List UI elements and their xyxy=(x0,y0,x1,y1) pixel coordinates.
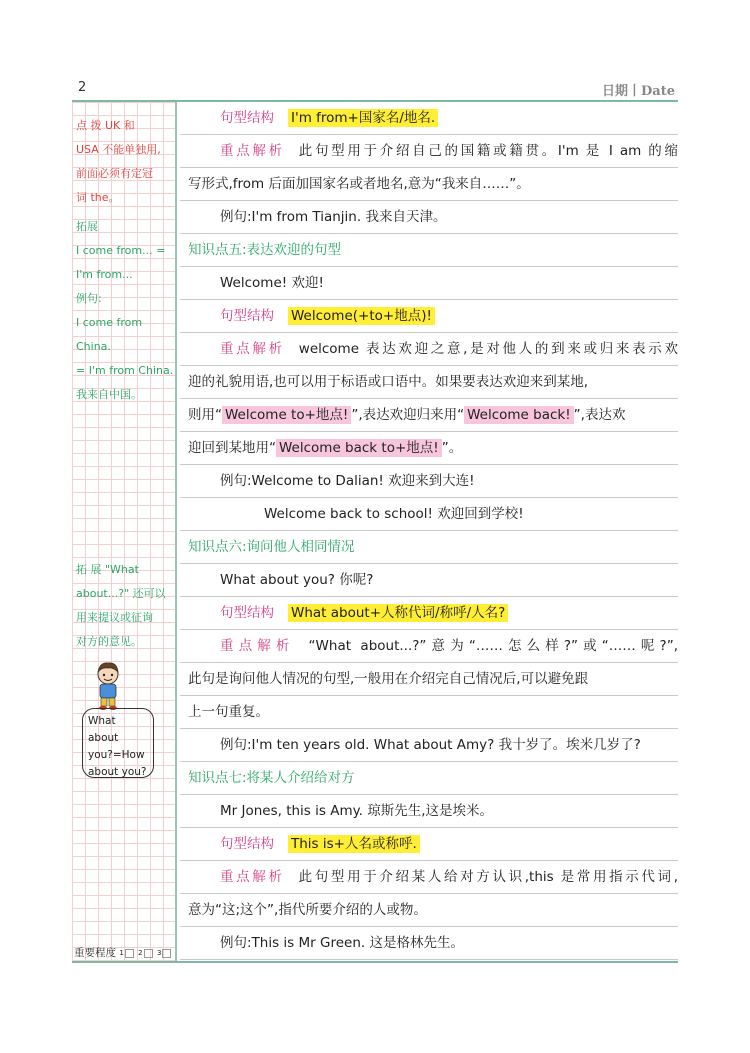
tag-structure: 句型结构 xyxy=(220,110,274,126)
example-text: 例句:I'm ten years old. What about Amy? 我十岁了。埃米几岁了? xyxy=(220,737,641,753)
tag-structure: 句型结构 xyxy=(220,308,274,324)
body-row xyxy=(180,564,678,597)
body-text: ”。 xyxy=(441,440,463,456)
note-uk-usa xyxy=(76,114,176,210)
example-row xyxy=(180,201,678,234)
importance-label: 重要程度 xyxy=(74,947,116,959)
tag-analysis: 重点解析 xyxy=(220,143,285,159)
note-expand-from xyxy=(76,215,176,407)
example-text: 例句:Welcome to Dalian! 欢迎来到大连! xyxy=(220,473,475,489)
importance-number: 3 xyxy=(156,949,162,957)
tag-analysis: 重点解析 xyxy=(220,341,285,357)
body-text: 写形式,from 后面加国家名或者地名,意为“我来自……”。 xyxy=(188,176,530,192)
importance-box[interactable] xyxy=(125,949,134,958)
note-line: 前面必须有定冠 xyxy=(76,167,153,180)
analysis-row xyxy=(180,333,678,366)
note-line: I come from China. xyxy=(76,316,143,353)
note-line: about...?" 还可以 xyxy=(76,587,166,600)
note-line: 词 the。 xyxy=(76,191,120,204)
tag-structure: 句型结构 xyxy=(220,836,274,852)
example-row xyxy=(180,927,678,960)
body-text: 此句是询问他人情况的句型,一般用在介绍完自己情况后,可以避免跟 xyxy=(188,671,589,687)
analysis-row xyxy=(180,861,678,894)
note-line: 点 拨 UK 和 xyxy=(76,119,135,132)
example-row xyxy=(180,729,678,762)
highlight-pattern: Welcome(+to+地点)! xyxy=(288,307,435,325)
example-text: Welcome back to school! 欢迎回到学校! xyxy=(264,506,524,522)
note-line: 例句: xyxy=(76,292,102,305)
note-line: USA 不能单独用, xyxy=(76,143,161,156)
structure-row xyxy=(180,828,678,861)
body-row xyxy=(180,894,678,927)
tag-analysis: 重点解析 xyxy=(220,638,295,654)
structure-row xyxy=(180,300,678,333)
body-text: 此句型用于介绍自己的国籍或籍贯。I'm 是 I am 的缩 xyxy=(298,143,678,159)
tag-structure: 句型结构 xyxy=(220,605,274,621)
body-text: welcome 表达欢迎之意,是对他人的到来或归来表示欢 xyxy=(298,341,678,357)
analysis-row xyxy=(180,630,678,663)
body-text: 迎回到某地用“ xyxy=(188,440,276,456)
page-number: 2 xyxy=(78,80,87,95)
note-title: 拓展 xyxy=(76,220,98,233)
bottom-rule xyxy=(72,961,678,963)
importance-box[interactable] xyxy=(144,949,153,958)
body-text: Welcome! 欢迎! xyxy=(220,275,324,291)
bubble-line: What about xyxy=(88,715,119,744)
date-label: 日期丨Date xyxy=(602,84,675,99)
note-what-about xyxy=(76,558,176,654)
note-line: 用来提议或征询 xyxy=(76,611,153,624)
body-row xyxy=(180,795,678,828)
body-text: 此句型用于介绍某人给对方认识,this 是常用指示代词, xyxy=(298,869,679,885)
body-text: ”,表达欢迎归来用“ xyxy=(351,407,465,423)
main-content xyxy=(180,102,678,960)
section-heading: 知识点七:将某人介绍给对方 xyxy=(180,762,678,795)
example-text: 例句:This is Mr Green. 这是格林先生。 xyxy=(220,935,464,951)
section-heading: 知识点六:询问他人相同情况 xyxy=(180,531,678,564)
bubble-line: you?=How xyxy=(88,749,145,761)
body-text: 则用“ xyxy=(188,407,222,423)
body-row xyxy=(180,432,678,465)
note-line: = I'm from China. xyxy=(76,364,174,377)
body-text: 意为“这;这个”,指代所要介绍的人或物。 xyxy=(188,902,427,918)
structure-row xyxy=(180,102,678,135)
body-row xyxy=(180,366,678,399)
highlight-pattern: This is+人名或称呼. xyxy=(288,835,420,853)
body-row xyxy=(180,696,678,729)
section-heading: 知识点五:表达欢迎的句型 xyxy=(180,234,678,267)
body-text: “What about...?”意为“……怎么样?”或“……呢?”, xyxy=(308,638,679,654)
highlight-pattern: What about+人称代词/称呼/人名? xyxy=(288,604,508,622)
body-row xyxy=(180,168,678,201)
body-row xyxy=(180,267,678,300)
analysis-row xyxy=(180,135,678,168)
note-line: I come from... = xyxy=(76,244,166,257)
importance-number: 2 xyxy=(138,949,143,957)
importance-rating xyxy=(74,945,172,960)
highlight-pattern: I'm from+国家名/地名. xyxy=(288,109,438,127)
example-text: 例句:I'm from Tianjin. 我来自天津。 xyxy=(220,209,447,225)
example-row xyxy=(180,465,678,498)
structure-row xyxy=(180,597,678,630)
highlight-phrase: Welcome back to+地点! xyxy=(276,439,442,457)
bubble-line: about you? xyxy=(88,766,147,778)
body-text: ”,表达欢 xyxy=(573,407,626,423)
body-text: What about you? 你呢? xyxy=(220,572,374,588)
boy-illustration-icon xyxy=(88,660,128,712)
importance-number: 1 xyxy=(119,949,124,957)
body-text: 上一句重复。 xyxy=(188,704,269,720)
note-line: I'm from... xyxy=(76,268,133,281)
note-line: 我来自中国。 xyxy=(76,388,142,401)
body-text: Mr Jones, this is Amy. 琼斯先生,这是埃米。 xyxy=(220,803,494,819)
body-row xyxy=(180,663,678,696)
note-line: 对方的意见。 xyxy=(76,635,142,648)
body-row xyxy=(180,399,678,432)
body-text: 迎的礼貌用语,也可以用于标语或口语中。如果要表达欢迎来到某地, xyxy=(188,374,589,390)
note-line: 拓 展 "What xyxy=(76,563,139,576)
highlight-phrase: Welcome back! xyxy=(464,406,574,424)
highlight-phrase: Welcome to+地点! xyxy=(222,406,351,424)
tag-analysis: 重点解析 xyxy=(220,869,285,885)
speech-bubble xyxy=(82,708,154,778)
example-row xyxy=(180,498,678,531)
importance-box[interactable] xyxy=(162,949,171,958)
